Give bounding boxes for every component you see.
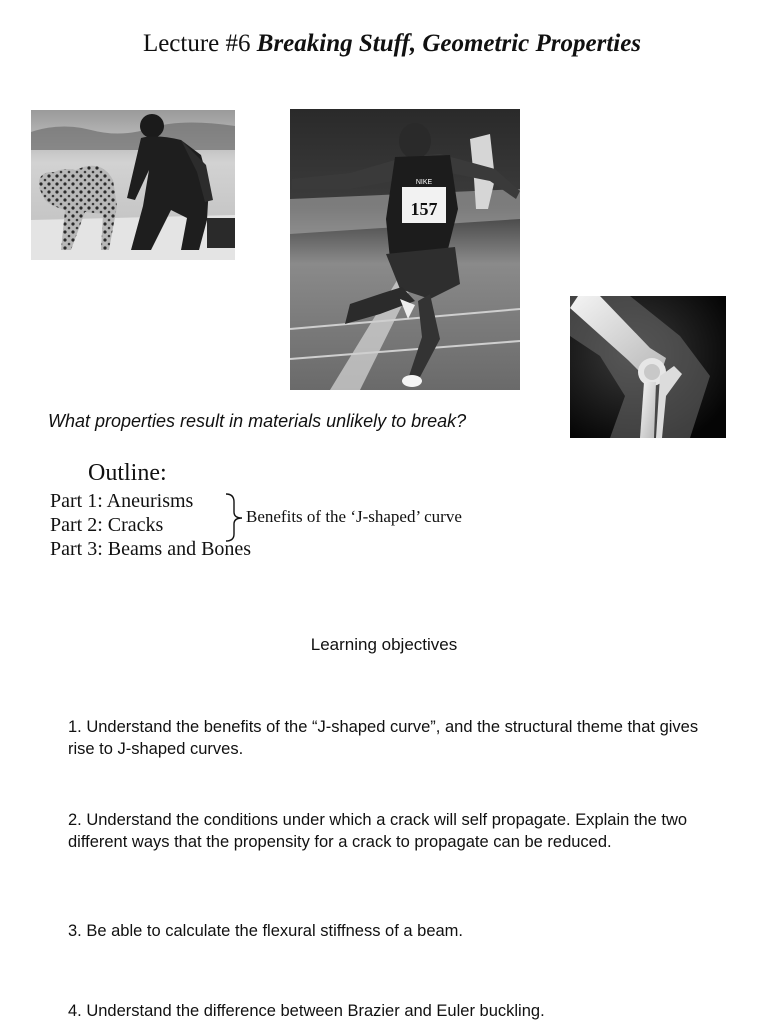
learning-objectives-heading: Learning objectives: [310, 635, 458, 654]
long-jumper-photo: [290, 109, 520, 390]
photo-sprinter-with-cheetah-icon: [31, 110, 235, 260]
shirt-text: NIKE: [415, 179, 433, 186]
title-prefix: Lecture #6: [142, 30, 257, 57]
bib-number: 157: [410, 199, 438, 219]
objective-item: 1. Understand the benefits of the “J-shaped curve”, and the structural theme that gives rise to J-shaped curves.: [68, 718, 699, 758]
photo-long-jumper-icon: [290, 109, 520, 390]
title-italic: Breaking Stuff, Geometric Properties: [256, 30, 642, 57]
guiding-question: What properties result in materials unlikely to break?: [48, 411, 467, 431]
photo-elbow-xray-icon: [570, 296, 726, 438]
objective-item: 2. Understand the conditions under which a crack will self propagate. Explain the two different ways that the propensity for a crack to propagate can be reduced.: [68, 811, 688, 851]
objective-item: 4. Understand the difference between Brazier and Euler buckling.: [68, 1002, 545, 1020]
page-title: [0, 30, 768, 58]
outline-part-cracks: Part 2: Cracks: [50, 514, 164, 536]
elbow-xray-photo: [570, 296, 726, 438]
outline-part-aneurisms: Part 1: Aneurisms: [50, 490, 194, 512]
objective-item: 3. Be able to calculate the flexural stiffness of a beam.: [68, 922, 464, 940]
outline-heading: Outline:: [88, 460, 167, 486]
curly-brace-icon: [220, 492, 246, 542]
brace-annotation: Benefits of the ‘J-shaped’ curve: [246, 507, 462, 526]
outline-part-beams-bones: Part 3: Beams and Bones: [50, 538, 252, 560]
sprinter-cheetah-photo: [31, 110, 235, 260]
